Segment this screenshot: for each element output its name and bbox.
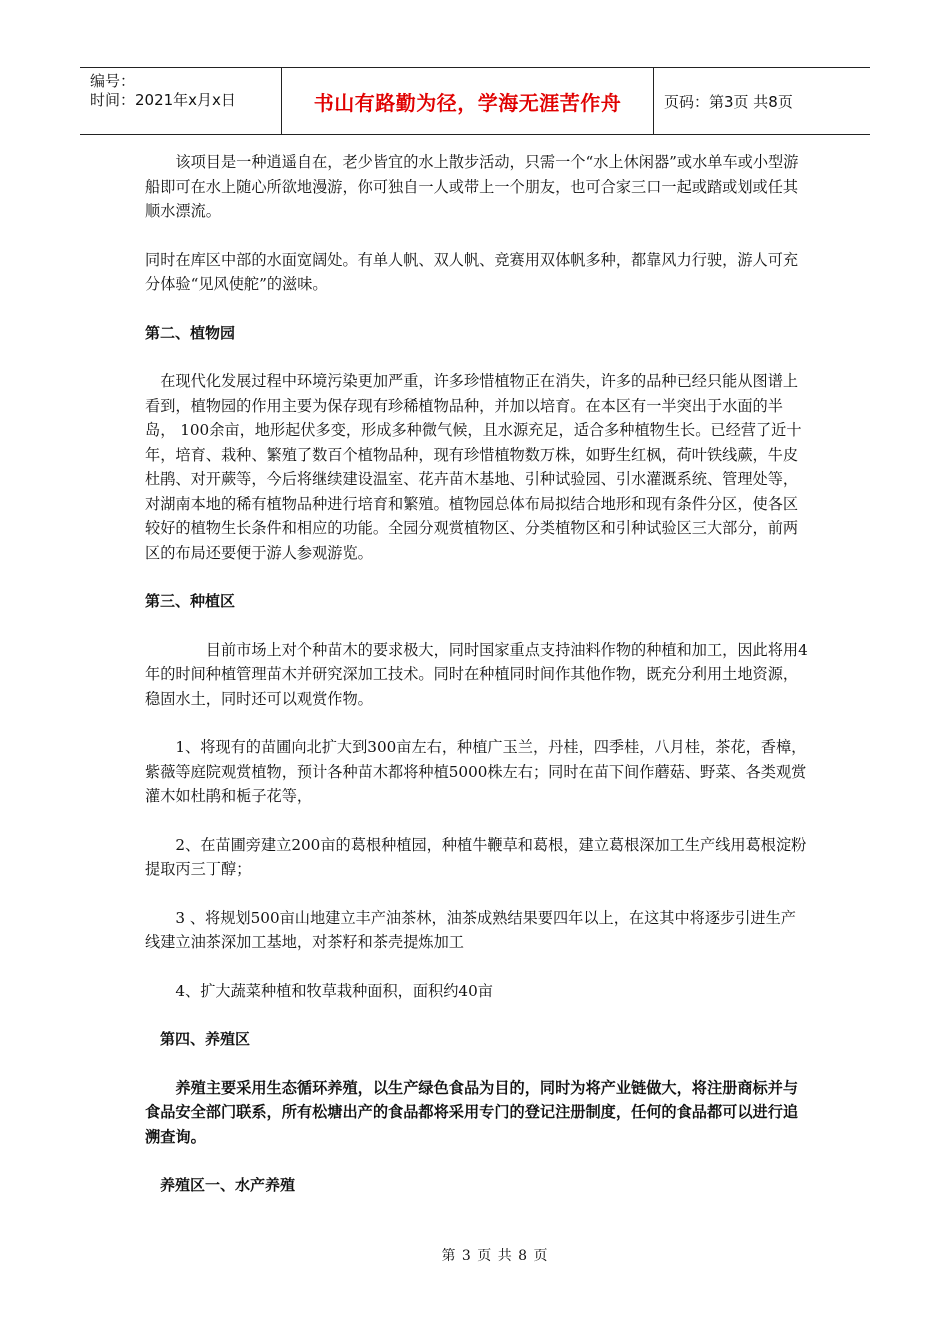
subsection-heading-aquaculture: 养殖区一、水产养殖	[145, 1176, 296, 1194]
list-item-vegetables: 4、扩大蔬菜种植和牧草栽种面积，面积约40亩	[145, 981, 493, 1000]
header-meta-cell	[80, 68, 282, 134]
paragraph-botanical-garden: 在现代化发展过程中环境污染更加严重，许多珍惜植物正在消失，许多的品种已经只能从图谱上看到，植物园的作用主要为保存现有珍稀植物品种，并加以培育。在本区有一半突出于水面的半岛， 100余亩，地形起伏多变，形成多种微气候，且水源充足，适合多种植物生长。已经营了近十年，培育、栽种、繁殖了数百个植物品种，现有珍惜植物数万株，如野生红枫，荷叶铁线蕨，牛皮杜鹃、对开蕨等，今后将继续建设温室、花卉苗木基地、引种试验园、引水灌溉系统、管理处等，对湖南本地的稀有植物品种进行培育和繁殖。植物园总体布局拟结合地形和现有条件分区，使各区较好的植物生长条件和相应的功能。全园分观赏植物区、分类植物区和引种试验区三大部分，前两区的布局还要便于游人参观游览。	[145, 372, 802, 562]
list-item-nursery: 1、将现有的苗圃向北扩大到300亩左右，种植广玉兰，丹桂，四季桂，八月桂，茶花，香樟，紫薇等庭院观赏植物，预计各种苗木都将种植5000株左右；同时在苗下间作蘑菇、野菜、各类观赏灌木如杜鹃和栀子花等，	[145, 738, 807, 805]
header-page-info: 页码：第3页 共8页	[664, 92, 793, 111]
paragraph-sailing: 同时在库区中部的水面宽阔处。有单人帆、双人帆、竞赛用双体帆多种，都靠风力行驶，游人可充分体验“见风使舵”的滋味。	[145, 250, 799, 293]
section-heading-botanical-garden: 第二、植物园	[145, 323, 236, 342]
list-item-oil-tea: 3 、将规划500亩山地建立丰产油茶林，油茶成熟结果要四年以上，在这其中将逐步引进生产线建立油茶深加工基地，对茶籽和茶壳提炼加工	[145, 908, 796, 951]
document-time-label: 时间：2021年x月x日	[90, 91, 236, 109]
section-heading-planting-area: 第三、种植区	[145, 592, 236, 610]
paragraph-planting-intro: 目前市场上对个种苗木的要求极大，同时国家重点支持油料作物的种植和加工，因此将用4年的时间种植管理苗木并研究深加工技术。同时在种植同时间作其他作物，既充分利用土地资源，稳固水土，同时还可以观赏作物。	[145, 640, 808, 708]
page-footer: 第 3 页 共 8 页	[441, 1248, 549, 1264]
list-item-kudzu: 2、在苗圃旁建立200亩的葛根种植园，种植牛鞭草和葛根，建立葛根深加工生产线用葛根淀粉提取丙三丁醇；	[145, 835, 807, 878]
page-header	[80, 67, 870, 135]
document-body	[145, 150, 810, 1198]
header-motto: 书山有路勤为径，学海无涯苦作舟	[282, 68, 654, 134]
section-heading-breeding-area: 第四、养殖区	[145, 1030, 251, 1048]
document-number-label: 编号：	[90, 72, 136, 90]
paragraph-water-activity: 该项目是一种逍遥自在，老少皆宜的水上散步活动，只需一个“水上休闲器”或水单车或小型游船即可在水上随心所欲地漫游，你可独自一人或带上一个朋友，也可合家三口一起或踏或划或任其顺水漂流。	[145, 153, 799, 220]
paragraph-breeding: 养殖主要采用生态循环养殖，以生产绿色食品为目的，同时为将产业链做大，将注册商标并与食品安全部门联系，所有松塘出产的食品都将采用专门的登记注册制度，任何的食品都可以进行追溯查询。	[145, 1078, 799, 1146]
